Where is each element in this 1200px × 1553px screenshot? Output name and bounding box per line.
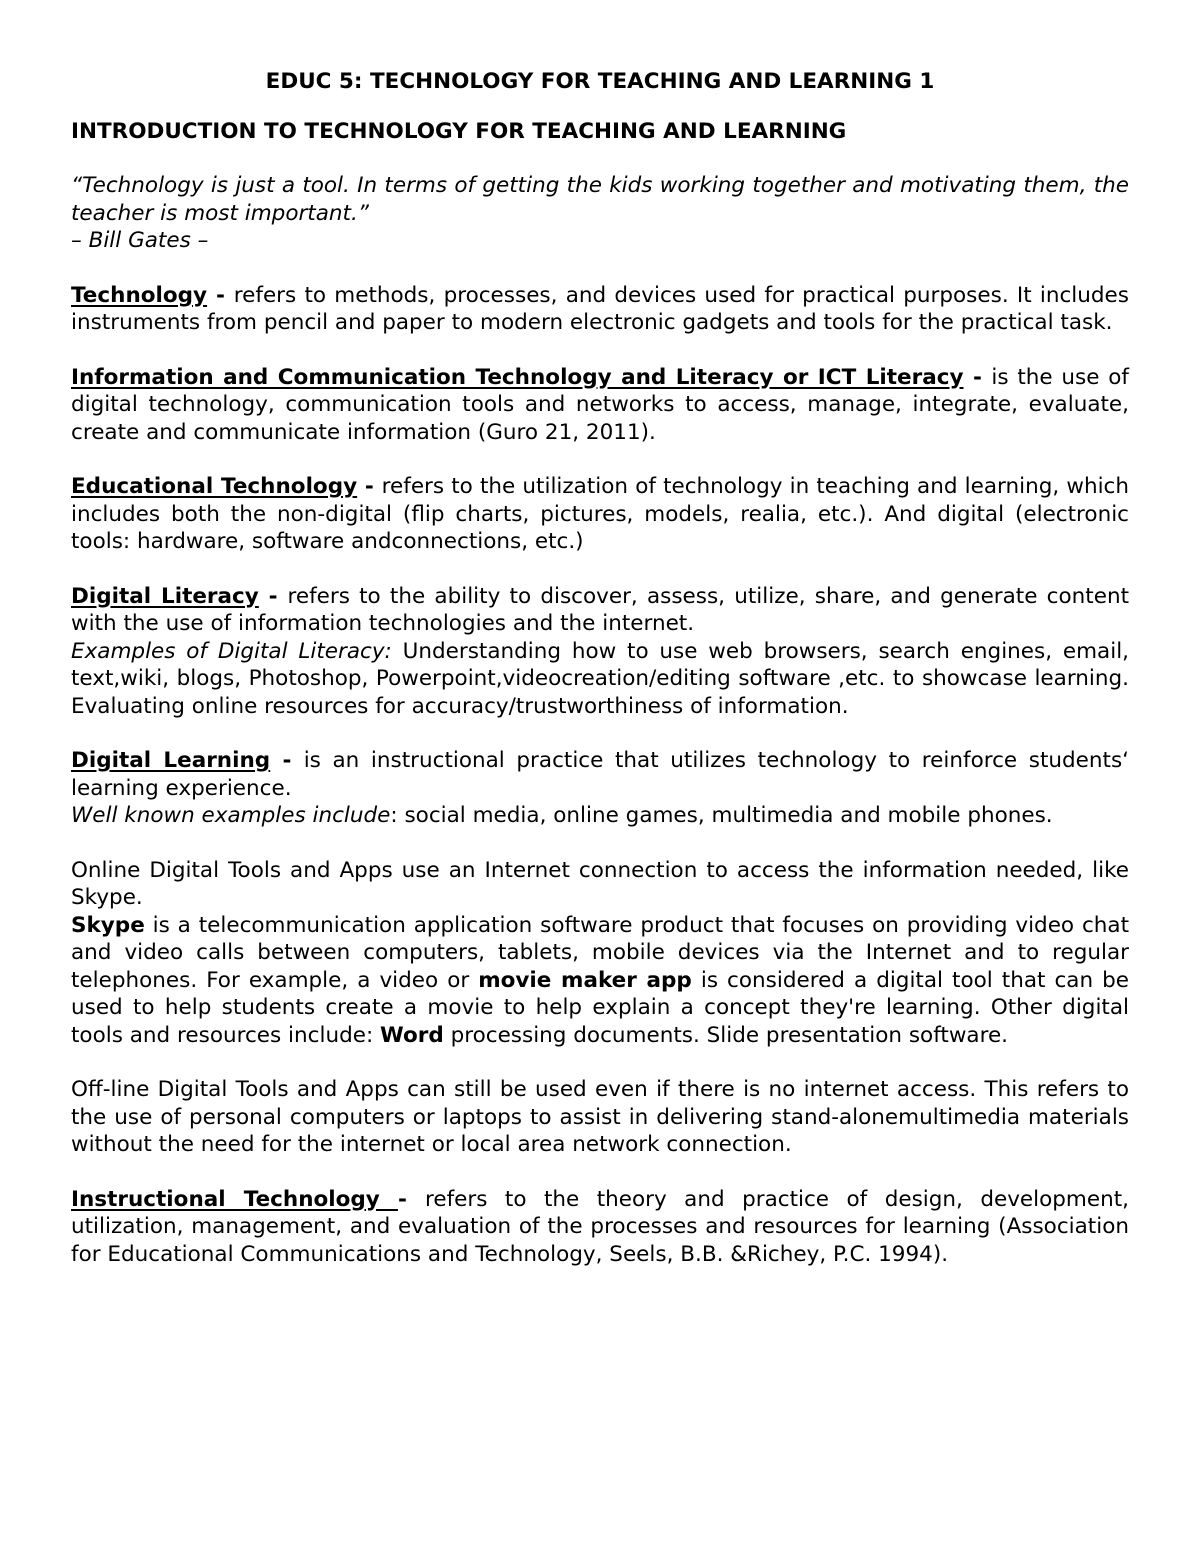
term-ict-literacy: Information and Communication Technology and Literacy or ICT Literacy	[71, 364, 964, 390]
term-separator: -	[258, 583, 288, 609]
skype-text-end: processing documents. Slide presentation software.	[443, 1022, 1009, 1048]
skype-text: is a telecommunication application software product that focuses on providing video chat and video calls between computers, tablets, mobile devices via the Internet and to regular telephones. For example, a video or	[71, 912, 1129, 993]
term-digital-literacy: Digital Literacy	[71, 583, 259, 609]
definition-educational-technology	[71, 473, 1129, 556]
definition-text: is an instructional practice that utilizes technology to reinforce students‘ learning experience.	[71, 748, 1129, 801]
section-heading: INTRODUCTION TO TECHNOLOGY FOR TEACHING AND LEARNING	[71, 118, 847, 144]
term-separator: -	[963, 364, 992, 390]
document-title: EDUC 5: TECHNOLOGY FOR TEACHING AND LEARNING 1	[265, 69, 935, 94]
definition-ict-literacy	[71, 364, 1129, 447]
definition-text: is the use of digital technology, communication tools and networks to access, manage, integrate, evaluate, create and communicate information (Guro 21, 2011).	[71, 364, 1129, 445]
examples-label: Examples of Digital Literacy:	[71, 638, 392, 664]
definition-digital-learning	[71, 747, 1129, 830]
term-separator: -	[270, 748, 304, 773]
definition-text: refers to methods, processes, and devices used for practical purposes. It includes instruments from pencil and paper to modern electronic gadgets and tools for the practical task.	[71, 282, 1129, 335]
term-instructional-technology: Instructional Technology	[71, 1186, 398, 1212]
term-separator: -	[207, 282, 234, 308]
offline-tools-paragraph: Off-line Digital Tools and Apps can still be used even if there is no internet access. This refers to the use of personal computers or laptops to assist in delivering stand-alonemultimedia materials without the need for the internet or local area network connection.	[71, 1077, 1129, 1157]
term-separator: -	[357, 474, 382, 499]
quote-text: “Technology is just a tool. In terms of getting the kids working together and motivating them, the teacher is most important.”	[71, 173, 1129, 226]
definition-text: refers to the theory and practice of design, development, utilization, management, and evaluation of the processes and resources for learning (Association for Educational Communications and Technology, Seels, B.B. &Richey, P.C. 1994).	[71, 1186, 1129, 1267]
quote-block	[71, 172, 1129, 255]
examples-text: Understanding how to use web browsers, search engines, email, text,wiki, blogs, Photoshop, Powerpoint,videocreation/editing software ,etc. to showcase learning. Evaluating online resources for accuracy/trustworthiness of information.	[71, 638, 1129, 719]
definition-digital-literacy	[71, 583, 1129, 721]
examples-text: : social media, online games, multimedia and mobile phones.	[390, 803, 1053, 828]
definition-text: refers to the ability to discover, assess, utilize, share, and generate content with the use of information technologies and the internet.	[71, 583, 1129, 636]
word-term: Word	[380, 1022, 444, 1048]
definition-instructional-technology	[71, 1186, 1129, 1269]
skype-term: Skype	[71, 912, 145, 938]
online-tools-paragraph	[71, 857, 1129, 1050]
movie-maker-term: movie maker app	[478, 967, 692, 993]
online-tools-intro: Online Digital Tools and Apps use an Internet connection to access the information needed, like Skype.	[71, 857, 1129, 910]
definition-technology	[71, 282, 1129, 337]
term-digital-learning: Digital Learning	[71, 748, 271, 773]
term-educational-technology: Educational Technology	[71, 474, 358, 499]
skype-text-continued: is considered a digital tool that can be used to help students create a movie to help explain a concept they're learning. Other digital tools and resources include:	[71, 967, 1129, 1048]
term-separator: -	[397, 1186, 425, 1212]
quote-author: – Bill Gates –	[71, 228, 209, 253]
definition-text: refers to the utilization of technology in teaching and learning, which includes both the non-digital (flip charts, pictures, models, realia, etc.). And digital (electronic tools: hardware, software andconnections, etc.)	[71, 474, 1129, 554]
examples-label: Well known examples include	[71, 803, 391, 828]
term-technology: Technology	[71, 282, 208, 308]
